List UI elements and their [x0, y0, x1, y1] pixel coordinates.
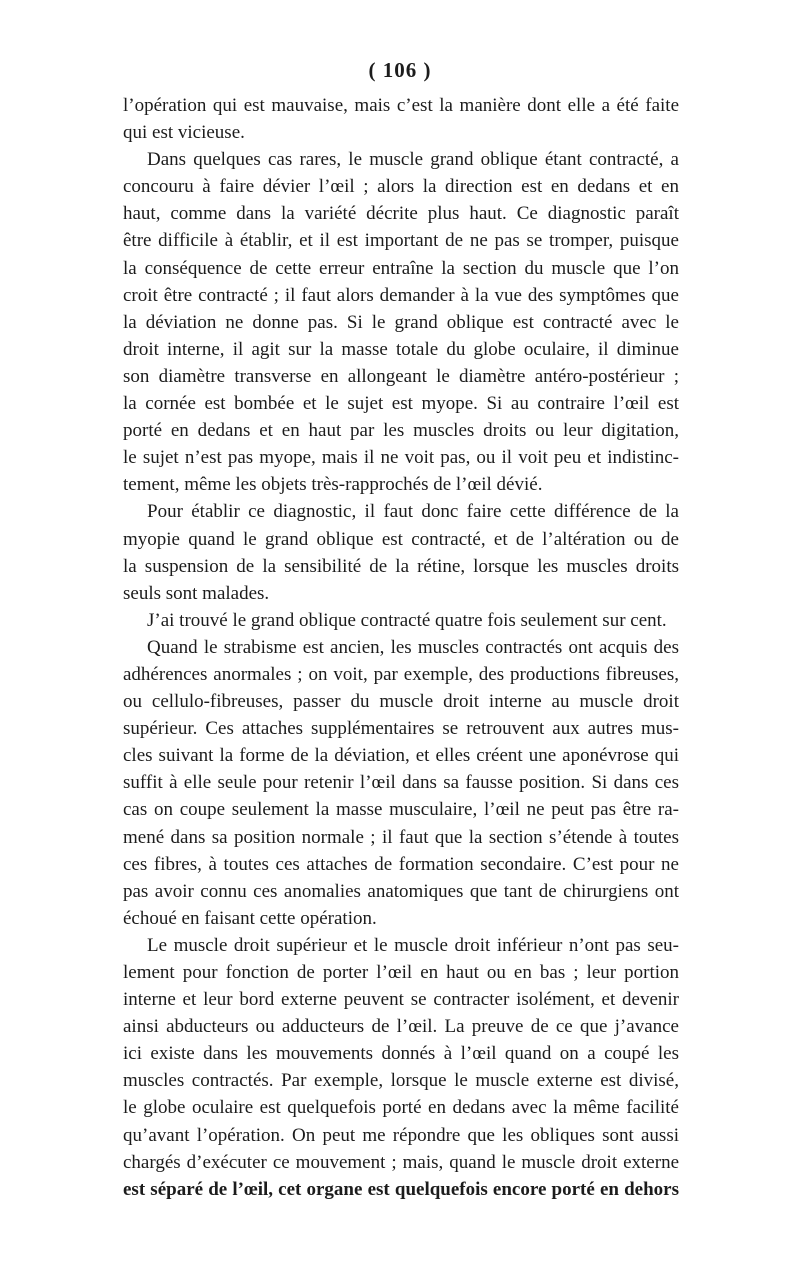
paragraph-start-line: Dans quelques cas rares, le muscle grand oblique étant contracté, a: [147, 149, 679, 171]
text-line: échoué en faisant cette opération.: [123, 907, 377, 929]
text-line: qu’avant l’opération. On peut me répondre que les obliques sont aussi: [123, 1124, 679, 1146]
paragraph-start-line: Pour établir ce diagnostic, il faut donc faire cette différence de la: [147, 501, 679, 523]
text-line: supérieur. Ces attaches supplémentaires se retrouvent aux autres mus-: [123, 718, 679, 740]
page-number: ( 106 ): [368, 58, 432, 82]
text-line: droit interne, il agit sur la masse totale du globe oculaire, il diminue: [123, 338, 679, 360]
text-body: [123, 92, 679, 1203]
text-line: porté en dedans et en haut par les muscles droits ou leur digitation,: [123, 420, 679, 442]
text-line: ou cellulo-fibreuses, passer du muscle droit interne au muscle droit: [123, 691, 679, 713]
paragraph-start-line: Quand le strabisme est ancien, les muscles contractés ont acquis des: [147, 636, 679, 658]
text-line: interne et leur bord externe peuvent se contracter isolément, et devenir: [123, 989, 679, 1011]
text-line: la cornée est bombée et le sujet est myope. Si au contraire l’œil est: [123, 393, 679, 415]
text-line: qui est vicieuse.: [123, 122, 245, 144]
text-line: adhérences anormales ; on voit, par exemple, des productions fibreuses,: [123, 663, 679, 685]
text-line: ici existe dans les mouvements donnés à l’œil quand on a coupé les: [123, 1043, 679, 1065]
text-line: mené dans sa position normale ; il faut que la section s’étende à toutes: [123, 826, 679, 848]
text-line: la déviation ne donne pas. Si le grand oblique est contracté avec le: [123, 311, 679, 333]
paragraph-start-line: J’ai trouvé le grand oblique contracté quatre fois seulement sur cent.: [147, 609, 667, 631]
text-line: est séparé de l’œil, cet organe est quelquefois encore porté en dehors: [123, 1178, 679, 1200]
text-line: concouru à faire dévier l’œil ; alors la direction est en dedans et en: [123, 176, 679, 198]
text-line: muscles contractés. Par exemple, lorsque le muscle externe est divisé,: [123, 1070, 679, 1092]
text-line: lement pour fonction de porter l’œil en haut ou en bas ; leur portion: [123, 962, 679, 983]
text-line: cas on coupe seulement la masse musculaire, l’œil ne peut pas être ra-: [123, 799, 679, 821]
text-line: son diamètre transverse en allongeant le diamètre antéro-postérieur ;: [123, 365, 679, 387]
text-line: ainsi abducteurs ou adducteurs de l’œil. La preuve de ce que j’avance: [123, 1016, 679, 1038]
text-line: croit être contracté ; il faut alors demander à la vue des symptômes que: [123, 284, 679, 306]
text-line: cles suivant la forme de la déviation, et elles créent une aponévrose qui: [123, 745, 679, 767]
text-line: chargés d’exécuter ce mouvement ; mais, quand le muscle droit externe: [123, 1151, 679, 1173]
text-line: suffit à elle seule pour retenir l’œil dans sa fausse position. Si dans ces: [123, 772, 679, 794]
text-line: tement, même les objets très-rapprochés de l’œil dévié.: [123, 474, 543, 496]
text-line: l’opération qui est mauvaise, mais c’est la manière dont elle a été faite: [123, 95, 679, 116]
text-line: haut, comme dans la variété décrite plus haut. Ce diagnostic paraît: [123, 203, 679, 225]
text-line: pas avoir connu ces anomalies anatomiques que tant de chirurgiens ont: [123, 880, 679, 902]
text-line: le globe oculaire est quelquefois porté en dedans avec la même facilité: [123, 1097, 679, 1119]
text-line: la suspension de la sensibilité de la rétine, lorsque les muscles droits: [123, 555, 679, 577]
text-line: seuls sont malades.: [123, 582, 270, 604]
text-line: ces fibres, à toutes ces attaches de formation secondaire. C’est pour ne: [123, 853, 679, 875]
text-line: le sujet n’est pas myope, mais il ne voit pas, ou il voit peu et indistinc-: [123, 447, 679, 469]
text-line: être difficile à établir, et il est important de ne pas se tromper, puisque: [123, 230, 679, 252]
text-line: myopie quand le grand oblique est contracté, et de l’altération ou de: [123, 528, 679, 550]
paragraph-start-line: Le muscle droit supérieur et le muscle droit inférieur n’ont pas seu-: [147, 934, 679, 956]
text-line: la conséquence de cette erreur entraîne la section du muscle que l’on: [123, 257, 679, 279]
